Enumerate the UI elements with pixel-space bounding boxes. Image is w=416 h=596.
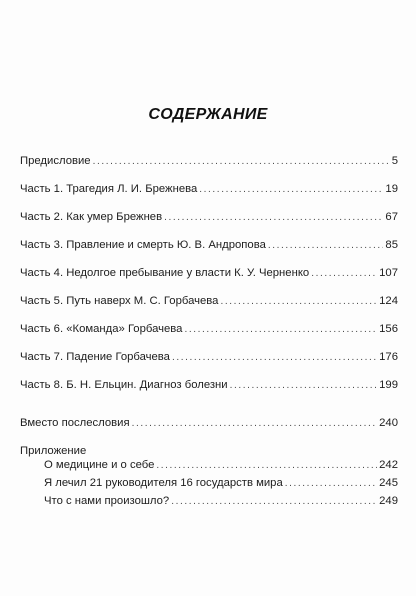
toc-entry[interactable]	[20, 416, 398, 431]
toc-entry-label: Часть 1. Трагедия Л. И. Брежнева	[20, 183, 198, 195]
toc-entry-label: Предисловие	[20, 155, 91, 167]
toc-entry-label: Часть 7. Падение Горбачева	[20, 351, 170, 363]
toc-entry[interactable]	[20, 294, 398, 309]
toc-entry[interactable]	[20, 182, 398, 197]
toc-page-number: 176	[379, 351, 398, 363]
toc-entry[interactable]	[20, 350, 398, 365]
appendix-heading[interactable]: Приложение	[20, 445, 87, 457]
toc-entry-label: Часть 3. Правление и смерть Ю. В. Андропова	[20, 239, 266, 251]
toc-page-number: 124	[379, 295, 398, 307]
appendix-entry[interactable]	[44, 458, 398, 473]
toc-page-number: 249	[379, 495, 398, 507]
appendix-entry[interactable]	[44, 494, 398, 509]
toc-page-number: 67	[385, 211, 398, 223]
toc-page-number: 107	[379, 267, 398, 279]
leader-dots	[230, 379, 378, 393]
toc-entry[interactable]	[20, 322, 398, 337]
leader-dots	[285, 477, 377, 491]
leader-dots	[132, 417, 378, 431]
leader-dots	[268, 239, 384, 253]
leader-dots	[93, 155, 390, 169]
leader-dots	[156, 459, 377, 473]
toc-entry[interactable]	[20, 238, 398, 253]
toc-page-number: 242	[379, 459, 398, 471]
toc-page-number: 156	[379, 323, 398, 335]
toc-entry-label: Что с нами произошло?	[44, 495, 170, 507]
toc-entry[interactable]	[20, 154, 398, 169]
toc-entry-label: Часть 5. Путь наверх М. С. Горбачева	[20, 295, 219, 307]
leader-dots	[184, 323, 377, 337]
toc-entry-label: Часть 6. «Команда» Горбачева	[20, 323, 183, 335]
page-title: СОДЕРЖАНИЕ	[148, 106, 268, 123]
toc-entry-label: Часть 2. Как умер Брежнев	[20, 211, 163, 223]
leader-dots	[311, 267, 377, 281]
toc-entry-label: Я лечил 21 руководителя 16 государств мира	[44, 477, 283, 489]
toc-entry-label: О медицине и о себе	[44, 459, 155, 471]
leader-dots	[199, 183, 383, 197]
toc-page-number: 245	[379, 477, 398, 489]
toc-entry-label: Вместо послесловия	[20, 417, 130, 429]
toc-page-number: 85	[385, 239, 398, 251]
leader-dots	[164, 211, 383, 225]
toc-entry[interactable]	[20, 266, 398, 281]
toc-entry-label: Часть 8. Б. Н. Ельцин. Диагноз болезни	[20, 379, 228, 391]
leader-dots	[220, 295, 377, 309]
toc-page-number: 199	[379, 379, 398, 391]
toc-page-number: 5	[391, 155, 398, 167]
toc-page-number: 19	[385, 183, 398, 195]
leader-dots	[172, 351, 377, 365]
toc-entry-label: Часть 4. Недолгое пребывание у власти К. У. Черненко	[20, 267, 310, 279]
appendix-entry[interactable]	[44, 476, 398, 491]
toc-entry[interactable]	[20, 210, 398, 225]
reverse-side-bleed	[150, 92, 300, 104]
leader-dots	[171, 495, 377, 509]
toc-page-number: 240	[379, 417, 398, 429]
toc-entry[interactable]	[20, 378, 398, 393]
